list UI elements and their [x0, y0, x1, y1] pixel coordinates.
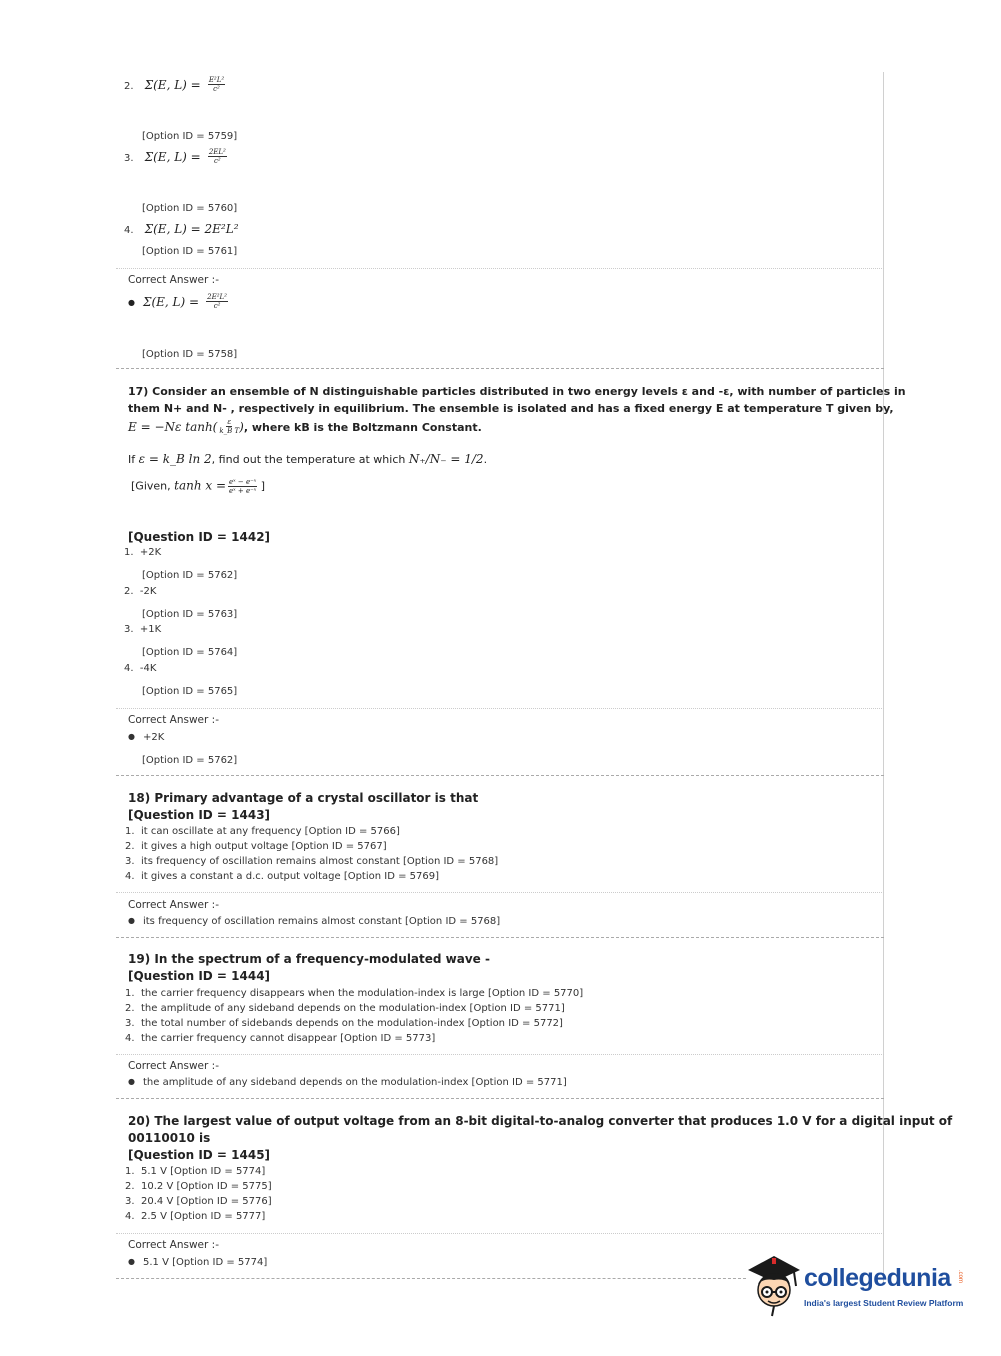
fraction: $\frac{\text{E²L²}}{\text{c²}}$: [208, 76, 225, 93]
q19-question-id: [Question ID = 1444]: [128, 969, 271, 983]
q16-correct-answer: ● Σ(E, L) = $\frac{\text{2E²L²}}{\text{c²}}$: [128, 291, 228, 310]
option-id: [Option ID = 5765]: [142, 686, 238, 697]
bullet-icon: [128, 1257, 143, 1268]
list-item: 2. it gives a high output voltage [Option ID = 5767]: [125, 841, 387, 852]
list-item: 1. the carrier frequency disappears when the modulation-index is large [Option ID = 5770]: [125, 988, 584, 999]
option-id: [Option ID = 5758]: [142, 349, 238, 360]
bullet-icon: [128, 732, 143, 743]
list-item: 3. its frequency of oscillation remains almost constant [Option ID = 5768]: [125, 856, 499, 867]
mascot-icon: [744, 1248, 804, 1318]
divider: [116, 708, 884, 709]
q16-option-2: 2. Σ(E, L) = $\frac{\text{E²L²}}{\text{c²}}$: [124, 76, 225, 93]
q18-options: [125, 824, 498, 884]
q19-correct-answer: ● the amplitude of any sideband depends on the modulation-index [Option ID = 5771]: [128, 1077, 567, 1088]
q19-title: 19) In the spectrum of a frequency-modulated wave -: [128, 952, 490, 966]
question-divider: [116, 937, 884, 938]
q17-option-1: 1. +2K: [124, 547, 162, 558]
correct-answer-label: Correct Answer :-: [128, 1239, 219, 1251]
list-item: 4. 2.5 V [Option ID = 5777]: [125, 1211, 266, 1222]
collegedunia-logo: [744, 1248, 974, 1328]
list-item: 2. the amplitude of any sideband depends on the modulation-index [Option ID = 5771]: [125, 1003, 565, 1014]
divider: [116, 1054, 884, 1055]
list-item: 3. the total number of sidebands depends on the modulation-index [Option ID = 5772]: [125, 1018, 563, 1029]
q20-options: [125, 1164, 272, 1224]
list-item: 1. it can oscillate at any frequency [Option ID = 5766]: [125, 826, 400, 837]
option-id: [Option ID = 5763]: [142, 609, 238, 620]
question-divider: [116, 1278, 746, 1279]
q17-equation: E = −Nε tanh( $\frac{\varepsilon}{\text{k\_B T}}$ ), where kB is the Boltzmann Constant.: [128, 418, 482, 435]
fraction: $\frac{\varepsilon}{\text{k\_B T}}$: [219, 418, 240, 435]
list-item: 4. it gives a constant a d.c. output voltage [Option ID = 5769]: [125, 871, 440, 882]
list-item: 4. the carrier frequency cannot disappear [Option ID = 5773]: [125, 1033, 436, 1044]
question-divider: [116, 1098, 884, 1099]
q19-options: [125, 986, 583, 1046]
q17-text-line-1: 17) Consider an ensemble of N distinguishable particles distributed in two energy levels ε and -ε, with number of particles in: [128, 385, 906, 398]
bullet-icon: [128, 291, 143, 310]
q17-option-2: 2. -2K: [124, 586, 157, 597]
q17-condition: If ε = k_B ln 2, find out the temperature at which N₊/N₋ = 1/2.: [128, 452, 488, 466]
fraction: $\frac{\text{2EL²}}{\text{c²}}$: [208, 148, 226, 165]
q20-correct-answer: ● 5.1 V [Option ID = 5774]: [128, 1257, 267, 1268]
fraction: $\frac{\text{2E²L²}}{\text{c²}}$: [207, 293, 227, 310]
q17-option-3: 3. +1K: [124, 624, 162, 635]
q17-question-id: [Question ID = 1442]: [128, 530, 271, 544]
correct-answer-label: Correct Answer :-: [128, 714, 219, 726]
bullet-icon: [128, 1077, 143, 1088]
q17-text-line-2: them N+ and N- , respectively in equilibrium. The ensemble is isolated and has a fixed energy E at temperature T given by,: [128, 402, 894, 415]
option-id: [Option ID = 5762]: [142, 755, 238, 766]
q17-given: [Given, tanh x = $\frac{\text{eˣ − e⁻ˣ}}{\text{eˣ + e⁻ˣ}}$ ]: [131, 478, 266, 495]
fraction: $\frac{\text{eˣ − e⁻ˣ}}{\text{eˣ + e⁻ˣ}}$: [229, 478, 257, 495]
q17-option-4: 4. -4K: [124, 663, 157, 674]
q17-correct-answer: ● +2K: [128, 732, 164, 743]
bullet-icon: [128, 916, 143, 927]
logo-dotcom: .com: [957, 1270, 963, 1284]
correct-answer-label: Correct Answer :-: [128, 1060, 219, 1072]
list-item: 2. 10.2 V [Option ID = 5775]: [125, 1181, 272, 1192]
list-item: 3. 20.4 V [Option ID = 5776]: [125, 1196, 272, 1207]
option-id: [Option ID = 5762]: [142, 570, 238, 581]
q20-text-line-1: 20) The largest value of output voltage from an 8-bit digital-to-analog converter that produces 1.0 V for a digital input of: [128, 1114, 953, 1128]
option-id: [Option ID = 5764]: [142, 647, 238, 658]
list-item: 1. 5.1 V [Option ID = 5774]: [125, 1166, 266, 1177]
q16-option-4: 4. Σ(E, L) = 2E²L²: [124, 222, 239, 236]
divider: [116, 268, 884, 269]
q20-question-id: [Question ID = 1445]: [128, 1148, 271, 1162]
q18-title: 18) Primary advantage of a crystal oscillator is that: [128, 791, 479, 805]
logo-wordmark: collegedunia: [804, 1264, 951, 1292]
q20-text-line-2: 00110010 is: [128, 1131, 211, 1145]
option-id: [Option ID = 5761]: [142, 246, 238, 257]
logo-tagline: India's largest Student Review Platform: [804, 1298, 964, 1308]
option-id: [Option ID = 5760]: [142, 203, 238, 214]
divider: [116, 1233, 884, 1234]
question-divider: [116, 368, 884, 369]
correct-answer-label: Correct Answer :-: [128, 274, 219, 286]
q18-correct-answer: ● its frequency of oscillation remains almost constant [Option ID = 5768]: [128, 916, 500, 927]
q16-option-3: 3. Σ(E, L) = $\frac{\text{2EL²}}{\text{c²}}$: [124, 148, 226, 165]
correct-answer-label: Correct Answer :-: [128, 899, 219, 911]
option-id: [Option ID = 5759]: [142, 131, 238, 142]
q18-question-id: [Question ID = 1443]: [128, 808, 271, 822]
question-divider: [116, 775, 884, 776]
divider: [116, 892, 884, 893]
